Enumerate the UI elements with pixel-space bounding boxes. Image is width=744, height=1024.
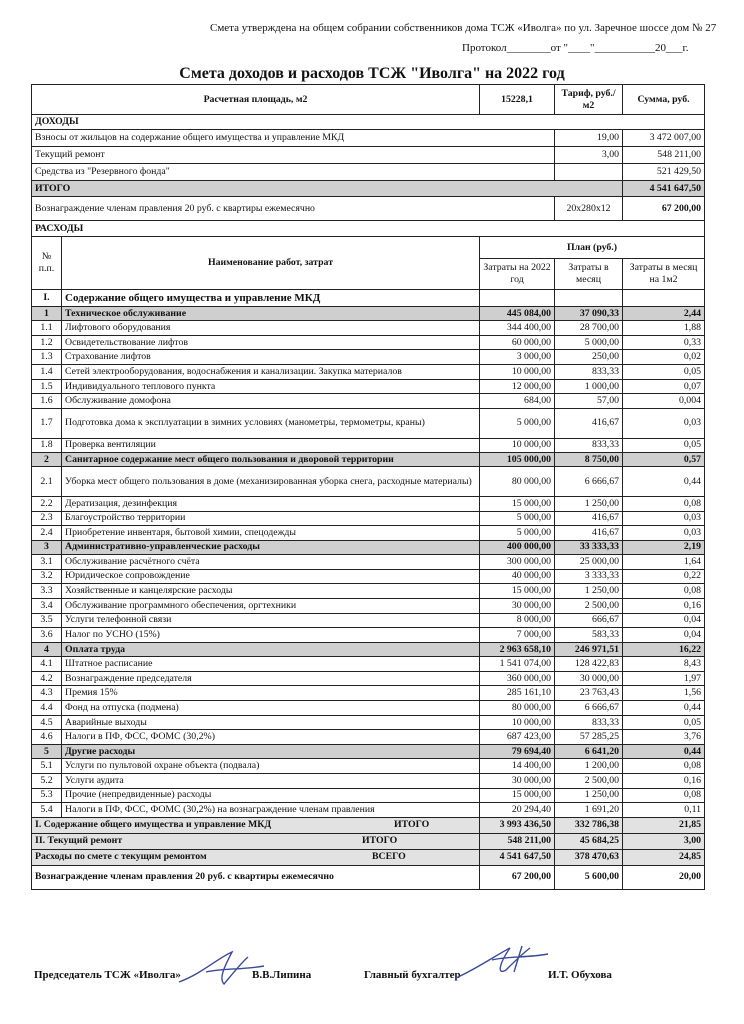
expense-year: 30 000,00 [480, 598, 555, 613]
expense-name: Индивидуального теплового пункта [62, 379, 480, 394]
expense-m2: 1,97 [623, 671, 705, 686]
expense-no: 3 [32, 540, 62, 554]
expense-row [32, 350, 705, 365]
income-total-sum: 4 541 647,50 [623, 181, 705, 197]
expense-total-m2: 21,85 [623, 817, 705, 833]
expense-row [32, 745, 705, 759]
expense-total-name [32, 849, 480, 865]
income-section-label: ДОХОДЫ [32, 115, 705, 130]
expense-name: Административно-управленческие расходы [62, 540, 480, 554]
col-name: Наименование работ, затрат [62, 237, 480, 290]
expense-m2: 1,56 [623, 686, 705, 701]
expense-m2: 0,02 [623, 350, 705, 365]
income-sum: 548 211,00 [623, 147, 705, 164]
expense-name: Приобретение инвентаря, бытовой химии, спецодежды [62, 526, 480, 541]
expense-no: 1.6 [32, 394, 62, 409]
income-name: Текущий ремонт [32, 147, 555, 164]
expense-row [32, 598, 705, 613]
expense-name: Обслуживание программного обеспечения, оргтехники [62, 598, 480, 613]
expense-total-year: 548 211,00 [480, 833, 555, 849]
expense-name: Другие расходы [62, 745, 480, 759]
expense-row [32, 540, 705, 554]
expense-month [555, 290, 623, 307]
expense-no: 2.3 [32, 511, 62, 526]
expense-m2: 0,44 [623, 467, 705, 497]
total-tag-text: ВСЕГО [372, 851, 406, 863]
expense-no: 1.5 [32, 379, 62, 394]
expense-row [32, 657, 705, 672]
expense-no: 1.1 [32, 321, 62, 336]
expense-year: 10 000,00 [480, 365, 555, 380]
expense-no: 4.3 [32, 686, 62, 701]
expense-m2: 0,16 [623, 598, 705, 613]
expense-no: 1 [32, 307, 62, 321]
expense-no: 1.4 [32, 365, 62, 380]
expense-month: 583,33 [555, 628, 623, 643]
expense-month: 1 200,00 [555, 759, 623, 774]
expense-month: 416,67 [555, 409, 623, 439]
expense-name: Фонд на отпуска (подмена) [62, 701, 480, 716]
expense-year: 15 000,00 [480, 788, 555, 803]
expense-total-month: 378 470,63 [555, 849, 623, 865]
expense-month: 1 250,00 [555, 584, 623, 599]
expense-row [32, 379, 705, 394]
expense-row [32, 788, 705, 803]
expense-row [32, 394, 705, 409]
expense-row [32, 759, 705, 774]
expense-row [32, 803, 705, 818]
expense-year: 15 000,00 [480, 584, 555, 599]
total-tag-text: ИТОГО [394, 819, 430, 831]
expense-year: 40 000,00 [480, 569, 555, 584]
expense-no: 2.4 [32, 526, 62, 541]
expense-row [32, 321, 705, 336]
expense-month: 25 000,00 [555, 554, 623, 569]
expense-row [32, 511, 705, 526]
expense-m2: 2,19 [623, 540, 705, 554]
expense-m2: 3,76 [623, 730, 705, 745]
expense-year: 15 000,00 [480, 496, 555, 511]
expense-no: 2.2 [32, 496, 62, 511]
expense-m2: 0,16 [623, 773, 705, 788]
expense-m2: 1,88 [623, 321, 705, 336]
expense-total-month: 332 786,38 [555, 817, 623, 833]
col-plan: План (руб.) [480, 237, 705, 259]
income-sum: 521 429,50 [623, 164, 705, 181]
expense-year: 5 000,00 [480, 526, 555, 541]
expense-year: 300 000,00 [480, 554, 555, 569]
expense-row [32, 438, 705, 453]
expense-month: 33 333,33 [555, 540, 623, 554]
expense-m2: 0,08 [623, 584, 705, 599]
expense-month: 23 763,43 [555, 686, 623, 701]
accountant-signature [452, 942, 552, 990]
total-name-text: I. Содержание общего имущества и управление МКД [35, 819, 272, 831]
income-total-row [32, 181, 705, 197]
area-value: 15228,1 [480, 85, 555, 115]
expense-m2: 0,11 [623, 803, 705, 818]
expense-total-name [32, 833, 480, 849]
expense-m2: 0,004 [623, 394, 705, 409]
expense-name: Содержание общего имущества и управление МКД [62, 290, 480, 307]
expense-name: Сетей электрооборудования, водоснабжения и канализации. Закупка материалов [62, 365, 480, 380]
expense-row [32, 307, 705, 321]
expense-m2: 0,57 [623, 453, 705, 467]
expense-m2: 0,07 [623, 379, 705, 394]
expense-year: 79 694,40 [480, 745, 555, 759]
expense-no: 2.1 [32, 467, 62, 497]
expense-year: 8 000,00 [480, 613, 555, 628]
expense-no: 1.8 [32, 438, 62, 453]
expense-no: 4 [32, 643, 62, 657]
expense-name: Уборка мест общего пользования в доме (механизированная уборка снега, расходные материалы) [62, 467, 480, 497]
approval-note: Смета утверждена на общем собрании собственников дома ТСЖ «Иволга» по ул. Заречное шоссе дом № 27 [210, 22, 717, 34]
income-name: Взносы от жильцов на содержание общего имущества и управление МКД [32, 130, 555, 147]
expense-month: 250,00 [555, 350, 623, 365]
expense-month: 6 666,67 [555, 467, 623, 497]
expense-month: 28 700,00 [555, 321, 623, 336]
expense-m2: 0,05 [623, 438, 705, 453]
expense-row [32, 715, 705, 730]
expense-year: 285 161,10 [480, 686, 555, 701]
expense-name: Услуги аудита [62, 773, 480, 788]
expense-year: 445 084,00 [480, 307, 555, 321]
reward-expense-row [32, 865, 705, 889]
expense-row [32, 526, 705, 541]
expense-row [32, 584, 705, 599]
expense-total-m2: 3,00 [623, 833, 705, 849]
expense-month: 2 500,00 [555, 598, 623, 613]
expense-month: 833,33 [555, 715, 623, 730]
expense-no: 3.4 [32, 598, 62, 613]
expense-month: 246 971,51 [555, 643, 623, 657]
expense-no: 4.5 [32, 715, 62, 730]
expense-year: 5 000,00 [480, 409, 555, 439]
expense-name: Подготовка дома к эксплуатации в зимних условиях (манометры, термометры, краны) [62, 409, 480, 439]
expense-total-m2: 24,85 [623, 849, 705, 865]
expense-year: 10 000,00 [480, 715, 555, 730]
expense-row [32, 496, 705, 511]
expense-year: 14 400,00 [480, 759, 555, 774]
expense-m2: 0,44 [623, 701, 705, 716]
expense-year: 360 000,00 [480, 671, 555, 686]
expense-no: 3.1 [32, 554, 62, 569]
expense-month: 416,67 [555, 511, 623, 526]
expense-m2: 0,03 [623, 511, 705, 526]
expense-row [32, 467, 705, 497]
expense-name: Санитарное содержание мест общего пользования и дворовой территории [62, 453, 480, 467]
expense-year: 5 000,00 [480, 511, 555, 526]
expense-row [32, 409, 705, 439]
expense-name: Штатное расписание [62, 657, 480, 672]
expense-no: 5.1 [32, 759, 62, 774]
expense-month: 6 641,20 [555, 745, 623, 759]
expense-month: 57 285,25 [555, 730, 623, 745]
reward-expense-m2: 20,00 [623, 865, 705, 889]
expense-name: Оплата труда [62, 643, 480, 657]
sum-header: Сумма, руб. [623, 85, 705, 115]
expense-name: Лифтового оборудования [62, 321, 480, 336]
income-total-label: ИТОГО [32, 181, 623, 197]
expense-m2: 0,04 [623, 613, 705, 628]
expense-no: 3.5 [32, 613, 62, 628]
expense-total-row [32, 817, 705, 833]
expense-name: Налог по УСНО (15%) [62, 628, 480, 643]
expense-no: 5.2 [32, 773, 62, 788]
expense-name: Премия 15% [62, 686, 480, 701]
expense-row [32, 290, 705, 307]
expense-total-month: 45 684,25 [555, 833, 623, 849]
expense-row [32, 628, 705, 643]
expense-m2: 0,08 [623, 788, 705, 803]
expense-year: 2 963 658,10 [480, 643, 555, 657]
expense-name: Услуги по пультовой охране объекта (подвала) [62, 759, 480, 774]
expense-name: Освидетельствование лифтов [62, 335, 480, 350]
expense-month: 37 090,33 [555, 307, 623, 321]
expense-name: Проверка вентиляции [62, 438, 480, 453]
accountant-label: Главный бухгалтер [364, 969, 461, 981]
income-section-row [32, 115, 705, 130]
expense-year: 80 000,00 [480, 467, 555, 497]
expense-name: Налоги в ПФ, ФСС, ФОМС (30,2%) [62, 730, 480, 745]
expense-name: Налоги в ПФ, ФСС, ФОМС (30,2%) на вознаграждение членам правления [62, 803, 480, 818]
col-year: Затраты на 2022 год [480, 259, 555, 290]
expense-month: 30 000,00 [555, 671, 623, 686]
expense-year: 105 000,00 [480, 453, 555, 467]
expense-name: Дератизация, дезинфекция [62, 496, 480, 511]
income-tariff: 3,00 [555, 147, 623, 164]
expense-month: 1 250,00 [555, 496, 623, 511]
expense-row [32, 643, 705, 657]
expense-section-row [32, 221, 705, 237]
expense-row [32, 773, 705, 788]
expense-month: 1 000,00 [555, 379, 623, 394]
area-label: Расчетная площадь, м2 [32, 85, 480, 115]
expense-m2: 1,64 [623, 554, 705, 569]
expense-no: 1.2 [32, 335, 62, 350]
expense-m2: 0,08 [623, 759, 705, 774]
income-tariff [555, 164, 623, 181]
page-title: Смета доходов и расходов ТСЖ "Иволга" на 2022 год [179, 65, 565, 82]
expense-year: 400 000,00 [480, 540, 555, 554]
expense-m2: 2,44 [623, 307, 705, 321]
expense-m2: 0,22 [623, 569, 705, 584]
expense-month: 3 333,33 [555, 569, 623, 584]
expense-no: I. [32, 290, 62, 307]
income-row [32, 147, 705, 164]
expense-name: Страхование лифтов [62, 350, 480, 365]
reward-expense-year: 67 200,00 [480, 865, 555, 889]
expense-row [32, 730, 705, 745]
protocol-line: Протокол________от "____"___________20___г. [462, 42, 689, 54]
expense-no: 1.3 [32, 350, 62, 365]
col-no: № п.п. [32, 237, 62, 290]
expense-m2: 0,05 [623, 715, 705, 730]
expense-m2: 0,44 [623, 745, 705, 759]
expense-m2: 16,22 [623, 643, 705, 657]
area-row [32, 85, 705, 115]
expense-m2: 0,04 [623, 628, 705, 643]
expense-year: 12 000,00 [480, 379, 555, 394]
expense-total-row [32, 849, 705, 865]
expense-year [480, 290, 555, 307]
expense-name: Вознаграждение председателя [62, 671, 480, 686]
expense-m2: 0,03 [623, 409, 705, 439]
expense-year: 3 000,00 [480, 350, 555, 365]
expense-row [32, 335, 705, 350]
expense-row [32, 671, 705, 686]
chairman-name: В.В.Липина [252, 969, 312, 981]
expense-no: 3.6 [32, 628, 62, 643]
expense-m2: 0,33 [623, 335, 705, 350]
expense-year: 60 000,00 [480, 335, 555, 350]
chairman-label: Председатель ТСЖ «Иволга» [34, 969, 181, 981]
expense-no: 4.4 [32, 701, 62, 716]
col-m2: Затраты в месяц на 1м2 [623, 259, 705, 290]
expense-year: 30 000,00 [480, 773, 555, 788]
expense-row [32, 365, 705, 380]
expense-year: 20 294,40 [480, 803, 555, 818]
expense-year: 10 000,00 [480, 438, 555, 453]
expense-month: 1 691,20 [555, 803, 623, 818]
expense-total-year: 3 993 436,50 [480, 817, 555, 833]
expense-month: 2 500,00 [555, 773, 623, 788]
expense-year: 1 541 074,00 [480, 657, 555, 672]
expense-row [32, 686, 705, 701]
expense-name: Обслуживание домофона [62, 394, 480, 409]
income-row [32, 130, 705, 147]
accountant-name: И.Т. Обухова [548, 969, 612, 981]
expense-m2 [623, 290, 705, 307]
income-tariff: 19,00 [555, 130, 623, 147]
expense-row [32, 569, 705, 584]
reward-calc: 20х280х12 [555, 197, 623, 221]
estimate-table-body [32, 85, 705, 890]
expense-month: 666,67 [555, 613, 623, 628]
tariff-header: Тариф, руб./м2 [555, 85, 623, 115]
expense-no: 4.2 [32, 671, 62, 686]
expense-row [32, 613, 705, 628]
expense-name: Хозяйственные и канцелярские расходы [62, 584, 480, 599]
expense-total-name [32, 817, 480, 833]
expense-name: Прочие (непредвиденные) расходы [62, 788, 480, 803]
total-name-text: Расходы по смете с текущим ремонтом [35, 851, 207, 863]
expense-m2: 0,08 [623, 496, 705, 511]
expense-no: 3.2 [32, 569, 62, 584]
expense-m2: 8,43 [623, 657, 705, 672]
expense-month: 1 250,00 [555, 788, 623, 803]
expense-month: 5 000,00 [555, 335, 623, 350]
expense-name: Услуги телефонной связи [62, 613, 480, 628]
expense-no: 4.1 [32, 657, 62, 672]
expense-row [32, 453, 705, 467]
expense-no: 2 [32, 453, 62, 467]
expense-total-year: 4 541 647,50 [480, 849, 555, 865]
expense-month: 833,33 [555, 365, 623, 380]
expense-no: 3.3 [32, 584, 62, 599]
expense-year: 684,00 [480, 394, 555, 409]
expense-no: 5.4 [32, 803, 62, 818]
expense-month: 8 750,00 [555, 453, 623, 467]
expense-no: 4.6 [32, 730, 62, 745]
expense-year: 344 400,00 [480, 321, 555, 336]
expense-header-row [32, 237, 705, 259]
expense-month: 416,67 [555, 526, 623, 541]
income-row [32, 164, 705, 181]
expense-name: Обслуживание расчётного счёта [62, 554, 480, 569]
reward-sum: 67 200,00 [623, 197, 705, 221]
expense-total-row [32, 833, 705, 849]
expense-year: 7 000,00 [480, 628, 555, 643]
estimate-table [31, 84, 705, 890]
expense-m2: 0,03 [623, 526, 705, 541]
expense-row [32, 701, 705, 716]
reward-expense-month: 5 600,00 [555, 865, 623, 889]
expense-year: 80 000,00 [480, 701, 555, 716]
expense-no: 1.7 [32, 409, 62, 439]
col-month: Затраты в месяц [555, 259, 623, 290]
expense-month: 833,33 [555, 438, 623, 453]
expense-name: Техническое обслуживание [62, 307, 480, 321]
income-sum: 3 472 007,00 [623, 130, 705, 147]
income-name: Средства из "Резервного фонда" [32, 164, 555, 181]
expense-name: Аварийные выходы [62, 715, 480, 730]
expense-no: 5 [32, 745, 62, 759]
expense-no: 5.3 [32, 788, 62, 803]
expense-row [32, 554, 705, 569]
reward-expense-name: Вознаграждение членам правления 20 руб. с квартиры ежемесячно [32, 865, 480, 889]
total-name-text: II. Текущий ремонт [35, 835, 123, 847]
reward-label: Вознаграждение членам правления 20 руб. с квартиры ежемесячно [32, 197, 555, 221]
reward-income-row [32, 197, 705, 221]
expense-month: 57,00 [555, 394, 623, 409]
expense-month: 128 422,83 [555, 657, 623, 672]
expense-name: Юридическое сопровождение [62, 569, 480, 584]
expense-month: 6 666,67 [555, 701, 623, 716]
expense-m2: 0,05 [623, 365, 705, 380]
total-tag-text: ИТОГО [362, 835, 398, 847]
expense-year: 687 423,00 [480, 730, 555, 745]
expense-section-label: РАСХОДЫ [32, 221, 705, 237]
expense-name: Благоустройство территории [62, 511, 480, 526]
